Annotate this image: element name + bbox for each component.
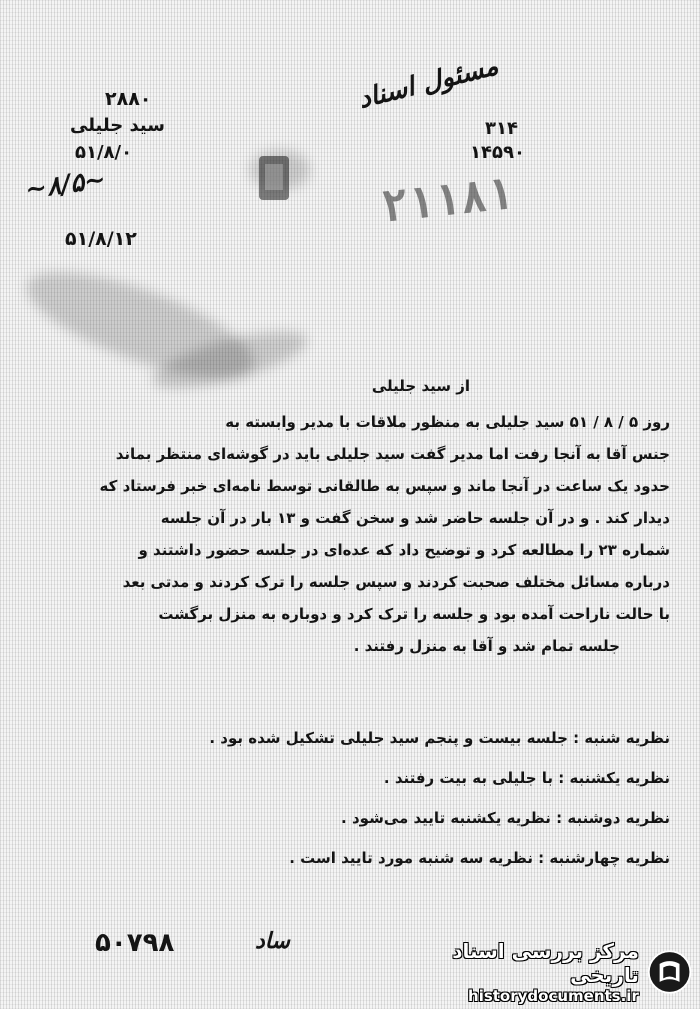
body-line: روز ۵ / ۸ / ۵۱ سید جلیلی به منظور ملاقات با مدیر وابسته به xyxy=(225,413,670,431)
watermark-url: historydocuments.ir xyxy=(468,987,639,1005)
handwritten-signature: مسئول اسناد xyxy=(355,51,502,115)
sender-name: سید جلیلی xyxy=(70,115,165,136)
received-date: ۵۱/۸/۱۲ xyxy=(65,228,137,250)
salutation: از سید جلیلی xyxy=(371,377,470,395)
reference-number-secondary: ۳۱۴ xyxy=(485,118,518,139)
reference-subnumber: ۱۴۵۹۰ xyxy=(470,142,525,163)
stamped-number: ۲۱۱۸۱ xyxy=(378,168,516,233)
note-line: نظریه یکشنبه : با جلیلی به بیت رفتند . xyxy=(383,769,670,787)
body-line: با حالت ناراحت آمده بود و جلسه را ترک کرد و دوباره به منزل برگشت xyxy=(158,605,670,623)
watermark-title: مرکز بررسی اسناد تاریخی xyxy=(452,939,639,987)
initials: ساد xyxy=(255,928,290,954)
reference-number: ۲۸۸۰ xyxy=(105,88,152,110)
body-line: دیدار کند . و در آن جلسه حاضر شد و سخن گفت و ۱۳ بار در آن جلسه xyxy=(160,509,670,527)
body-line: جنس آقا به آنجا رفت اما مدیر گفت سید جلیلی باید در گوشه‌ای منتظر بماند xyxy=(115,445,670,463)
watermark xyxy=(402,939,692,1005)
handwritten-mark: ~۸/۵~ xyxy=(23,164,108,206)
body-line: حدود یک ساعت در آنجا ماند و سپس به طالقانی توسط نامه‌ای خبر فرستاد که xyxy=(99,477,670,495)
note-line: نظریه دوشنبه : نظریه یکشنبه تایید می‌شود . xyxy=(341,809,670,827)
watermark-text xyxy=(402,939,639,1005)
page-number: ۵۰۷۹۸ xyxy=(95,928,175,958)
note-line: نظریه چهارشنبه : نظریه سه شنبه مورد تایید است . xyxy=(289,849,670,867)
body-line: جلسه تمام شد و آقا به منزل رفتند . xyxy=(353,637,620,655)
body-line: درباره مسائل مختلف صحبت کردند و سپس جلسه را ترک کردند و مدتی بعد xyxy=(122,573,670,591)
body-line: شماره ۲۳ را مطالعه کرد و توضیح داد که عده‌ای در جلسه حضور داشتند و xyxy=(138,541,670,559)
letter-date: ۵۱/۸/۰ xyxy=(75,142,133,163)
seal-icon xyxy=(255,150,295,210)
archive-logo-icon xyxy=(647,947,692,997)
note-line: نظریه شنبه : جلسه بیست و پنجم سید جلیلی تشکیل شده بود . xyxy=(209,729,670,747)
